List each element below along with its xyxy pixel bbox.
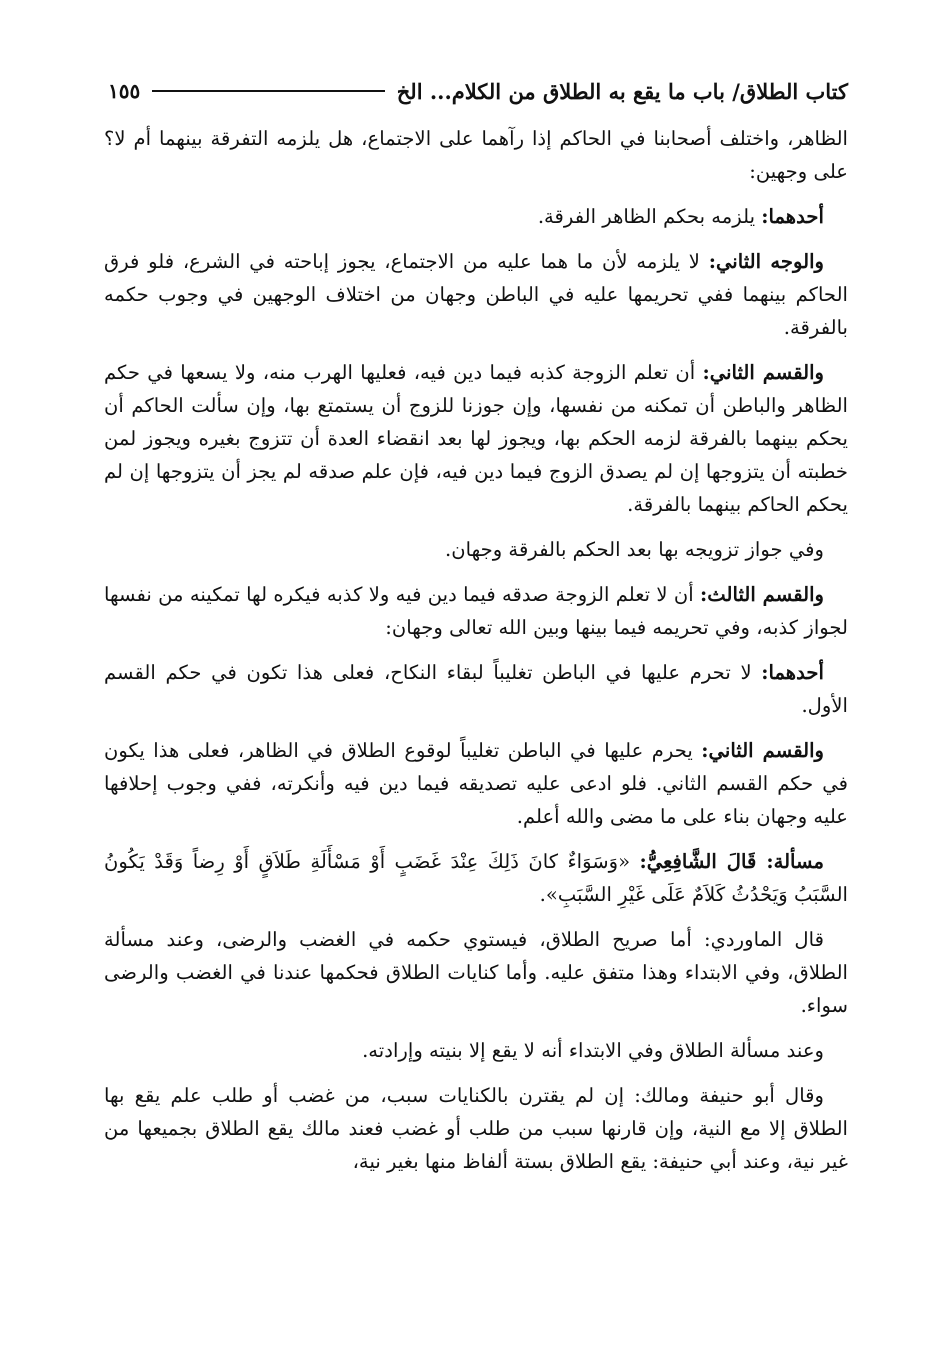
paragraph-text: لا يلزمه لأن ما هما عليه من الاجتماع، يجوز إباحته في الشرع، فلو فرق الحاكم بينهما ففي تحريمها عليه في الباطن وجهان من اختلاف الوجهين في وجوب حكمه بالفرقة. bbox=[104, 250, 848, 339]
paragraph-text: أن لا تعلم الزوجة صدقه فيما دين فيه ولا كذبه فيكره لها تمكينه من نفسها لجواز كذبه، وفي تحريمه فيما بينها وبين الله تعالى وجهان: bbox=[104, 583, 848, 639]
paragraph-lead: والقسم الثاني: bbox=[701, 739, 824, 762]
paragraph bbox=[104, 200, 848, 233]
paragraph-text: وقال أبو حنيفة ومالك: إن لم يقترن بالكنايات سبب، من غضب أو طلب علم يقع بها الطلاق إلا مع النية، وإن قارنها سبب من طلب أو غضب فعند مالك يقع الطلاق بجميعها من غير نية، وعند أبي حنيفة: يقع الطلاق بستة ألفاظ منها بغير نية، bbox=[104, 1084, 848, 1173]
paragraph-text: وفي جواز تزويجه بها بعد الحكم بالفرقة وجهان. bbox=[445, 538, 824, 561]
paragraph bbox=[104, 533, 848, 566]
paragraph-text: يلزمه بحكم الظاهر الفرقة. bbox=[537, 205, 762, 228]
paragraph-lead: والقسم الثاني: bbox=[702, 361, 824, 384]
paragraph bbox=[104, 1079, 848, 1178]
paragraph bbox=[104, 845, 848, 911]
paragraph bbox=[104, 1034, 848, 1067]
paragraph-lead: أحدهما: bbox=[761, 205, 824, 228]
paragraph-lead: مسألة: قَالَ الشَّافِعِيُّ: bbox=[639, 850, 824, 873]
paragraph-text: لا تحرم عليها في الباطن تغليباً لبقاء النكاح، فعلى هذا تكون في حكم القسم الأول. bbox=[104, 661, 848, 717]
page-body bbox=[104, 122, 848, 1190]
paragraph bbox=[104, 122, 848, 188]
paragraph-text: الظاهر، واختلف أصحابنا في الحاكم إذا رآهما على الاجتماع، هل يلزمه التفرقة بينهما أم لا؟ على وجهين: bbox=[104, 127, 848, 183]
paragraph-text: وعند مسألة الطلاق وفي الابتداء أنه لا يقع إلا بنيته وإرادته. bbox=[362, 1039, 824, 1062]
header-title: كتاب الطلاق/ باب ما يقع به الطلاق من الكلام... الخ bbox=[396, 78, 848, 104]
paragraph bbox=[104, 656, 848, 722]
header-rule bbox=[152, 90, 385, 92]
paragraph-text: قال الماوردي: أما صريح الطلاق، فيستوي حكمه في الغضب والرضى، وعند مسألة الطلاق، وفي الابتداء وهذا متفق عليه. وأما كنايات الطلاق فحكمها عندنا في الغضب والرضى سواء. bbox=[104, 928, 848, 1017]
paragraph-text: «وَسَوَاءٌ كانَ ذَلِكَ عِنْدَ غَضَبٍ أَوْ مَسْأَلَةِ طَلاَقٍ أَوْ رِضاً وَقَدْ يَكُونُ السَّبَبُ وَيَحْدُثُ كَلاَمٌ عَلَى غَيْرِ السَّبَبِ». bbox=[104, 850, 848, 906]
paragraph-lead: والقسم الثالث: bbox=[700, 583, 824, 606]
paragraph bbox=[104, 356, 848, 521]
paragraph bbox=[104, 245, 848, 344]
paragraph-lead: والوجه الثاني: bbox=[708, 250, 824, 273]
paragraph bbox=[104, 734, 848, 833]
page-number: ١٥٥ bbox=[108, 79, 141, 103]
paragraph-text: يحرم عليها في الباطن تغليباً لوقوع الطلاق في الظاهر، فعلى هذا يكون في حكم القسم الثاني. فلو ادعى عليه تصديقه فيما دين فيه وأنكرته، ففي وجوب إحلافها عليه وجهان بناء على ما مضى والله أعلم. bbox=[104, 739, 848, 828]
paragraph-lead: أحدهما: bbox=[761, 661, 824, 684]
paragraph bbox=[104, 578, 848, 644]
running-header bbox=[108, 70, 848, 112]
paragraph bbox=[104, 923, 848, 1022]
paragraph-text: أن تعلم الزوجة كذبه فيما دين فيه، فعليها الهرب منه، ولا يسعها في حكم الظاهر والباطن أن تمكنه من نفسها، وإن جوزنا للزوج أن يستمتع بها، وإن سألت الحاكم أن يحكم بينهما بالفرقة لزمه الحكم بها، ويجوز لها بعد انقضاء العدة أن تتزوج بغيره ويجوز لمن خطبته أن يتزوجها إن لم يصدق الزوج فيما دين فيه، فإن علم صدقه لم يجز أن يتزوجها إن لم يحكم الحاكم بينهما بالفرقة. bbox=[104, 361, 848, 516]
